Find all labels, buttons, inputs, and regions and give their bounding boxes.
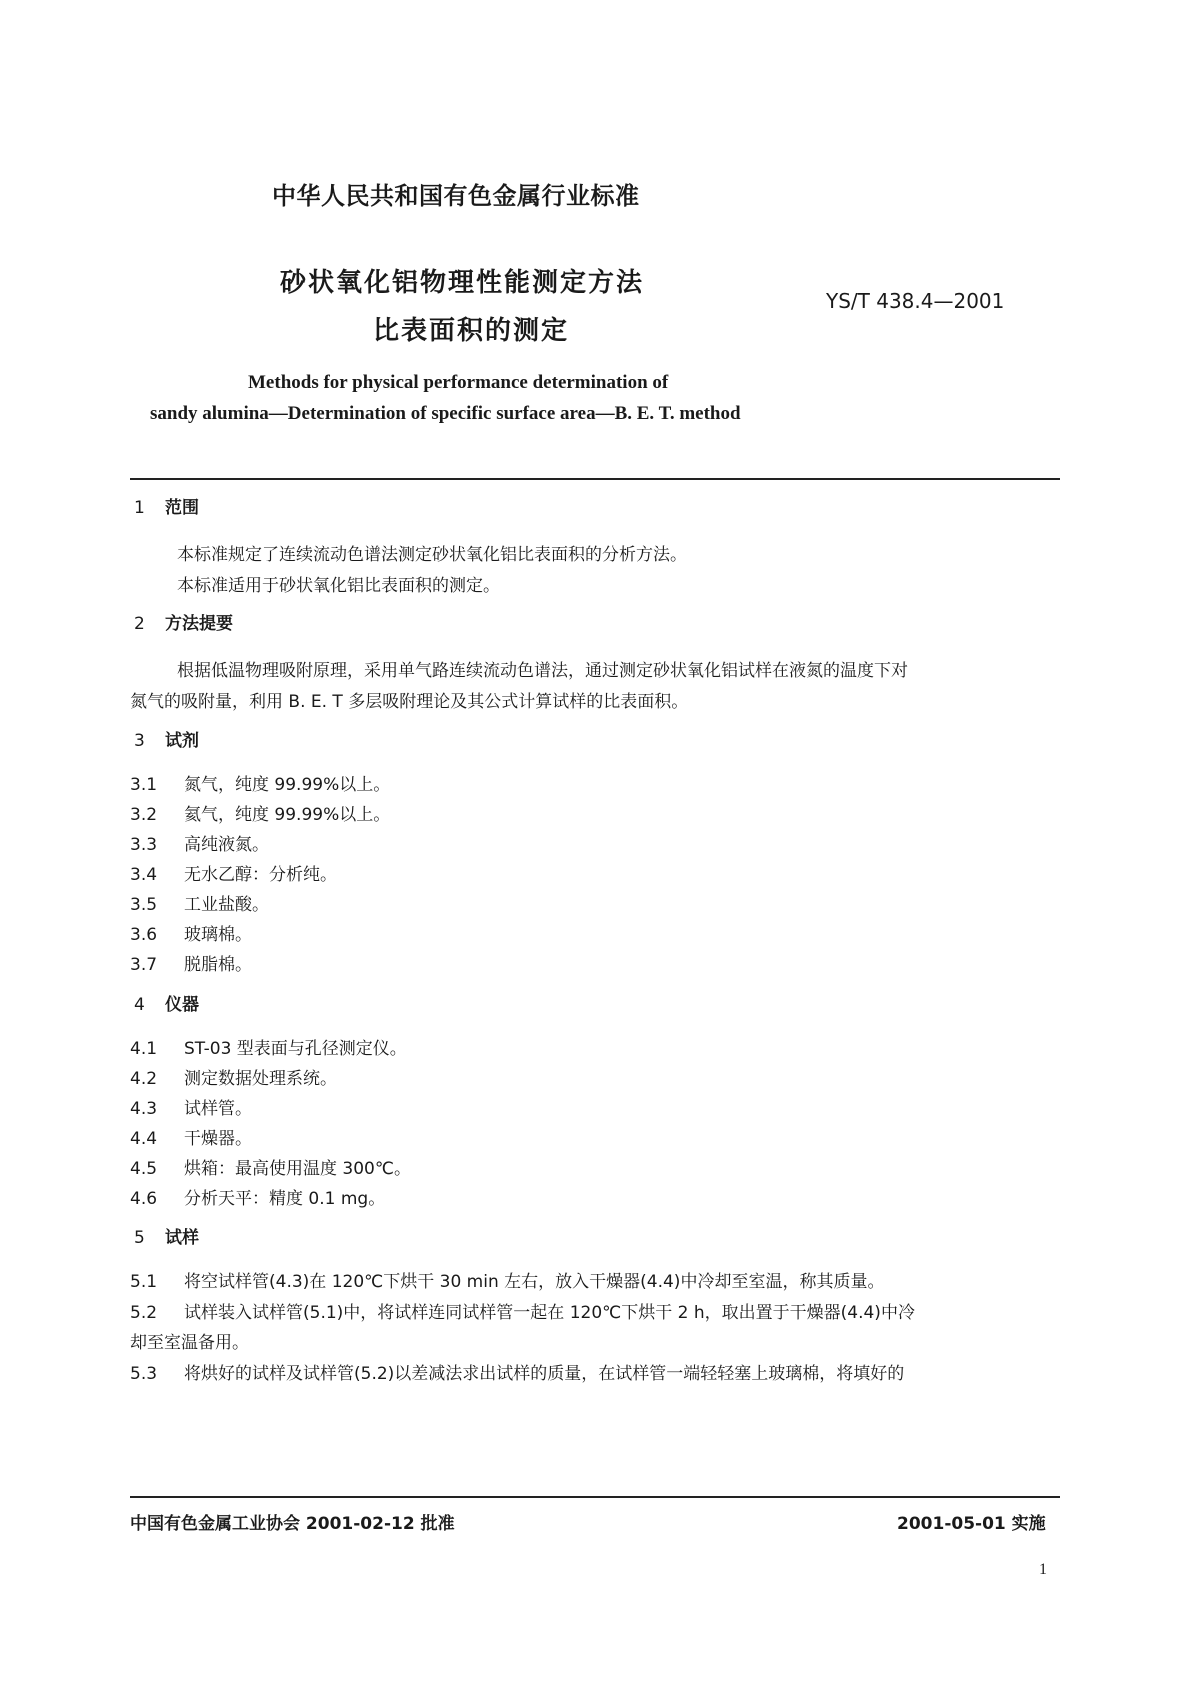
list-item bbox=[130, 1267, 884, 1292]
item-text: 烘箱：最高使用温度 300℃。 bbox=[184, 1159, 411, 1179]
item-number: 5.3 bbox=[130, 1364, 158, 1384]
list-item bbox=[130, 1184, 385, 1209]
item-text: 脱脂棉。 bbox=[184, 955, 252, 975]
list-item bbox=[130, 770, 390, 795]
list-item bbox=[130, 1064, 337, 1089]
item-number: 4.2 bbox=[130, 1069, 158, 1089]
list-item bbox=[130, 1094, 252, 1119]
list-item bbox=[130, 800, 390, 825]
paragraph: 氮气的吸附量，利用 B. E. T 多层吸附理论及其公式计算试样的比表面积。 bbox=[130, 692, 689, 712]
footer-divider bbox=[130, 1496, 1060, 1498]
item-text: 高纯液氮。 bbox=[184, 835, 269, 855]
section-3-heading bbox=[134, 726, 199, 751]
item-continuation: 却至室温备用。 bbox=[130, 1333, 249, 1353]
document-subtitle: 比表面积的测定 bbox=[373, 316, 570, 346]
document-title: 砂状氧化铝物理性能测定方法 bbox=[280, 268, 645, 298]
approval-info: 中国有色金属工业协会 2001-02-12 批准 bbox=[130, 1514, 455, 1534]
item-text: 工业盐酸。 bbox=[184, 895, 269, 915]
implementation-date: 2001-05-01 实施 bbox=[897, 1514, 1046, 1534]
section-title: 试剂 bbox=[165, 731, 199, 751]
item-number: 5.2 bbox=[130, 1303, 158, 1323]
section-title: 方法提要 bbox=[165, 614, 233, 634]
item-text: 分析天平：精度 0.1 mg。 bbox=[184, 1189, 386, 1209]
item-number: 3.5 bbox=[130, 895, 158, 915]
list-item bbox=[130, 1154, 411, 1179]
item-number: 3.7 bbox=[130, 955, 158, 975]
item-text: 无水乙醇：分析纯。 bbox=[184, 865, 337, 885]
paragraph: 本标准规定了连续流动色谱法测定砂状氧化铝比表面积的分析方法。 bbox=[177, 545, 687, 565]
item-text: 干燥器。 bbox=[184, 1129, 252, 1149]
english-title-line-2: sandy alumina—Determination of specific surface area—B. E. T. method bbox=[150, 403, 741, 424]
section-5-heading bbox=[134, 1223, 199, 1248]
english-title-line-1: Methods for physical performance determination of bbox=[248, 372, 669, 393]
section-number: 2 bbox=[134, 614, 145, 634]
section-title: 仪器 bbox=[165, 995, 199, 1015]
item-number: 4.3 bbox=[130, 1099, 158, 1119]
header-divider bbox=[130, 478, 1060, 480]
list-item bbox=[130, 830, 269, 855]
item-text: 测定数据处理系统。 bbox=[184, 1069, 337, 1089]
item-number: 3.4 bbox=[130, 865, 158, 885]
paragraph: 本标准适用于砂状氧化铝比表面积的测定。 bbox=[177, 576, 500, 596]
section-number: 1 bbox=[134, 498, 145, 518]
list-item bbox=[130, 1298, 915, 1323]
item-number: 3.2 bbox=[130, 805, 158, 825]
list-item bbox=[130, 950, 252, 975]
section-title: 试样 bbox=[165, 1228, 199, 1248]
standard-number: YS/T 438.4—2001 bbox=[826, 289, 1005, 313]
item-number: 3.3 bbox=[130, 835, 158, 855]
list-item bbox=[130, 1359, 904, 1384]
section-title: 范围 bbox=[165, 498, 199, 518]
section-number: 3 bbox=[134, 731, 145, 751]
item-text: 将空试样管(4.3)在 120℃下烘干 30 min 左右，放入干燥器(4.4)中冷却至室温，称其质量。 bbox=[184, 1272, 885, 1292]
item-number: 4.6 bbox=[130, 1189, 158, 1209]
list-item bbox=[130, 860, 337, 885]
item-text: 试样装入试样管(5.1)中，将试样连同试样管一起在 120℃下烘干 2 h，取出置于干燥器(4.4)中冷 bbox=[184, 1303, 915, 1323]
item-text: 氮气，纯度 99.99%以上。 bbox=[184, 775, 391, 795]
list-item bbox=[130, 1034, 407, 1059]
section-1-heading bbox=[134, 493, 199, 518]
item-number: 4.5 bbox=[130, 1159, 158, 1179]
section-2-heading bbox=[134, 609, 233, 634]
item-text: 玻璃棉。 bbox=[184, 925, 252, 945]
item-text: ST-03 型表面与孔径测定仪。 bbox=[184, 1039, 407, 1059]
item-text: 试样管。 bbox=[184, 1099, 252, 1119]
item-number: 3.1 bbox=[130, 775, 158, 795]
item-number: 4.1 bbox=[130, 1039, 158, 1059]
list-item bbox=[130, 920, 252, 945]
list-item bbox=[130, 890, 269, 915]
issuing-authority: 中华人民共和国有色金属行业标准 bbox=[272, 182, 640, 210]
section-number: 5 bbox=[134, 1228, 145, 1248]
section-number: 4 bbox=[134, 995, 145, 1015]
item-number: 5.1 bbox=[130, 1272, 158, 1292]
list-item bbox=[130, 1124, 252, 1149]
section-4-heading bbox=[134, 990, 199, 1015]
item-number: 4.4 bbox=[130, 1129, 158, 1149]
item-text: 氦气，纯度 99.99%以上。 bbox=[184, 805, 391, 825]
paragraph: 根据低温物理吸附原理，采用单气路连续流动色谱法，通过测定砂状氧化铝试样在液氮的温度下对 bbox=[177, 661, 908, 681]
page-number: 1 bbox=[1039, 1561, 1047, 1578]
item-text: 将烘好的试样及试样管(5.2)以差减法求出试样的质量，在试样管一端轻轻塞上玻璃棉，将填好的 bbox=[184, 1364, 905, 1384]
item-number: 3.6 bbox=[130, 925, 158, 945]
